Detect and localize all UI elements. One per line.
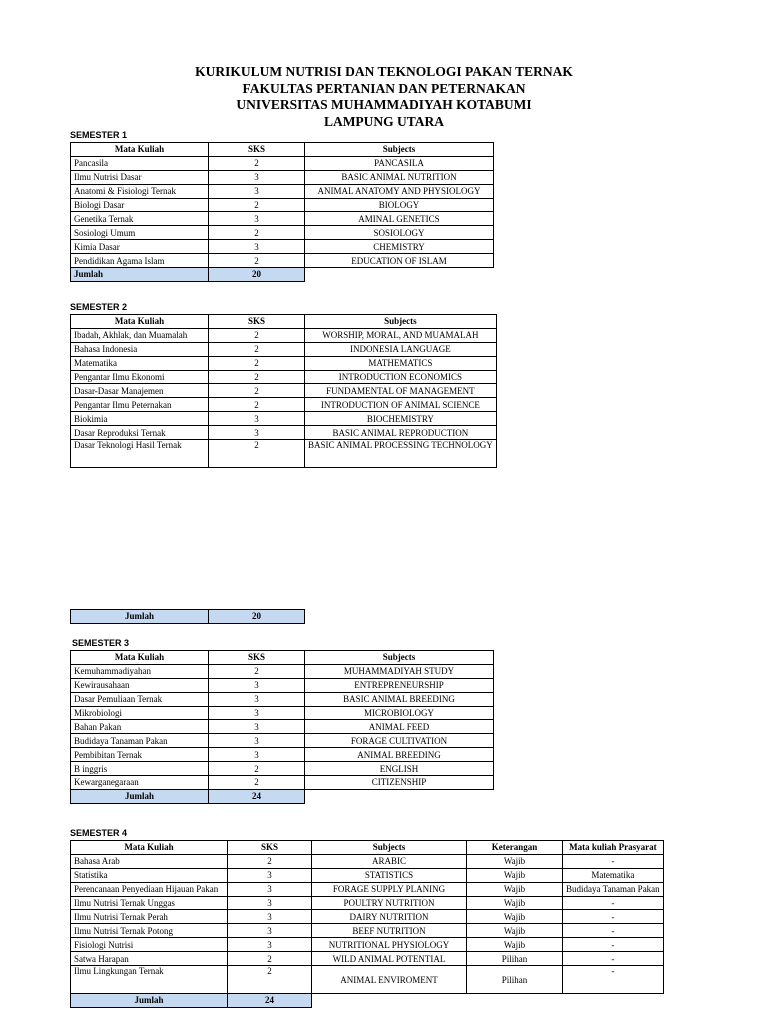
table-row	[71, 412, 497, 426]
header-sks: SKS	[228, 841, 312, 855]
mata-kuliah-cell: B inggris	[71, 762, 209, 776]
subjects-cell: BIOLOGY	[305, 198, 494, 212]
table-row	[71, 692, 494, 706]
sks-cell: 3	[209, 678, 305, 692]
table-body	[71, 664, 494, 789]
table-header-row	[71, 841, 664, 855]
header-sks: SKS	[209, 651, 305, 665]
total-sks: 20	[209, 268, 305, 282]
mata-kuliah-cell: Satwa Harapan	[71, 952, 228, 966]
prasyarat-cell: -	[563, 966, 664, 994]
mata-kuliah-cell: Mikrobiologi	[71, 706, 209, 720]
table-row	[71, 170, 494, 184]
keterangan-cell: Wajib	[467, 910, 563, 924]
sks-cell: 2	[209, 762, 305, 776]
semester-2-label: SEMESTER 2	[70, 302, 128, 312]
sks-cell: 2	[209, 226, 305, 240]
total-sks: 20	[209, 610, 305, 624]
mata-kuliah-cell: Fisiologi Nutrisi	[71, 938, 228, 952]
sks-cell: 3	[209, 426, 305, 440]
keterangan-cell: Pilihan	[467, 966, 563, 994]
title-line-1: KURIKULUM NUTRISI DAN TEKNOLOGI PAKAN TERNAK	[195, 64, 573, 79]
mata-kuliah-cell: Dasar Pemuliaan Ternak	[71, 692, 209, 706]
prasyarat-cell: -	[563, 910, 664, 924]
subjects-cell: ENGLISH	[305, 762, 494, 776]
sks-cell: 2	[209, 356, 305, 370]
table-body	[71, 854, 664, 965]
table-row	[71, 910, 664, 924]
sks-cell: 3	[228, 882, 312, 896]
total-label: Jumlah	[71, 268, 209, 282]
table-row	[71, 706, 494, 720]
total-label: Jumlah	[71, 789, 209, 803]
table-row	[71, 720, 494, 734]
document-title	[0, 64, 768, 130]
table-row	[71, 198, 494, 212]
sks-cell: 2	[209, 664, 305, 678]
table-row	[71, 440, 497, 468]
subjects-cell: ANIMAL FEED	[305, 720, 494, 734]
subjects-cell: MUHAMMADIYAH STUDY	[305, 664, 494, 678]
subjects-cell: WILD ANIMAL POTENTIAL	[312, 952, 467, 966]
mata-kuliah-cell: Ilmu Lingkungan Ternak	[71, 966, 228, 994]
total-sks: 24	[228, 994, 312, 1008]
mata-kuliah-cell: Kimia Dasar	[71, 240, 209, 254]
header-keterangan: Keterangan	[467, 841, 563, 855]
subjects-cell: CHEMISTRY	[305, 240, 494, 254]
sks-cell: 3	[209, 212, 305, 226]
sks-cell: 3	[209, 734, 305, 748]
sks-cell: 3	[209, 240, 305, 254]
sks-cell: 2	[209, 398, 305, 412]
sks-cell: 2	[209, 342, 305, 356]
subjects-cell: BEEF NUTRITION	[312, 924, 467, 938]
table-body	[71, 328, 497, 439]
table-header-row	[71, 315, 497, 329]
sks-cell: 3	[209, 748, 305, 762]
total-row	[71, 789, 494, 803]
total-label: Jumlah	[71, 610, 209, 624]
sks-cell: 3	[209, 720, 305, 734]
mata-kuliah-cell: Biologi Dasar	[71, 198, 209, 212]
mata-kuliah-cell: Kemuhammadiyahan	[71, 664, 209, 678]
subjects-cell: ANIMAL ANATOMY AND PHYSIOLOGY	[305, 184, 494, 198]
table-row	[71, 212, 494, 226]
mata-kuliah-cell: Dasar Teknologi Hasil Ternak	[71, 440, 209, 468]
subjects-cell: INTRODUCTION ECONOMICS	[305, 370, 497, 384]
sks-cell: 2	[228, 952, 312, 966]
keterangan-cell: Wajib	[467, 854, 563, 868]
semester-2-table	[70, 314, 497, 468]
subjects-cell: ANIMAL ENVIROMENT	[312, 966, 467, 994]
subjects-cell: BIOCHEMISTRY	[305, 412, 497, 426]
keterangan-cell: Wajib	[467, 868, 563, 882]
table-row	[71, 938, 664, 952]
mata-kuliah-cell: Ibadah, Akhlak, dan Muamalah	[71, 328, 209, 342]
mata-kuliah-cell: Matematika	[71, 356, 209, 370]
total-label: Jumlah	[71, 994, 228, 1008]
header-subjects: Subjects	[312, 841, 467, 855]
sks-cell: 3	[228, 868, 312, 882]
prasyarat-cell: Matematika	[563, 868, 664, 882]
sks-cell: 2	[228, 966, 312, 994]
mata-kuliah-cell: Sosiologi Umum	[71, 226, 209, 240]
header-sks: SKS	[209, 315, 305, 329]
mata-kuliah-cell: Ilmu Nutrisi Ternak Perah	[71, 910, 228, 924]
subjects-cell: EDUCATION OF ISLAM	[305, 254, 494, 268]
prasyarat-cell: -	[563, 896, 664, 910]
prasyarat-cell: -	[563, 924, 664, 938]
mata-kuliah-cell: Pancasila	[71, 156, 209, 170]
table-row	[71, 896, 664, 910]
mata-kuliah-cell: Ilmu Nutrisi Ternak Unggas	[71, 896, 228, 910]
sks-cell: 2	[228, 854, 312, 868]
mata-kuliah-cell: Pengantar Ilmu Ekonomi	[71, 370, 209, 384]
subjects-cell: BASIC ANIMAL REPRODUCTION	[305, 426, 497, 440]
mata-kuliah-cell: Dasar Reproduksi Ternak	[71, 426, 209, 440]
table-row	[71, 734, 494, 748]
subjects-cell: FUNDAMENTAL OF MANAGEMENT	[305, 384, 497, 398]
header-mata-kuliah: Mata Kuliah	[71, 315, 209, 329]
table-header-row	[71, 651, 494, 665]
sks-cell: 2	[209, 440, 305, 468]
sks-cell: 2	[209, 384, 305, 398]
subjects-cell: ANIMAL BREEDING	[305, 748, 494, 762]
sks-cell: 2	[209, 370, 305, 384]
header-subjects: Subjects	[305, 143, 494, 157]
table-row	[71, 678, 494, 692]
semester-4-table	[70, 840, 664, 1008]
subjects-cell: MATHEMATICS	[305, 356, 497, 370]
subjects-cell: BASIC ANIMAL NUTRITION	[305, 170, 494, 184]
table-row	[71, 776, 494, 790]
sks-cell: 2	[209, 328, 305, 342]
keterangan-cell: Wajib	[467, 882, 563, 896]
sks-cell: 3	[228, 896, 312, 910]
mata-kuliah-cell: Perencanaan Penyediaan Hijauan Pakan	[71, 882, 228, 896]
subjects-cell: MICROBIOLOGY	[305, 706, 494, 720]
subjects-cell: NUTRITIONAL PHYSIOLOGY	[312, 938, 467, 952]
subjects-cell: SOSIOLOGY	[305, 226, 494, 240]
header-subjects: Subjects	[305, 651, 494, 665]
mata-kuliah-cell: Kewarganegaraan	[71, 776, 209, 790]
subjects-cell: CITIZENSHIP	[305, 776, 494, 790]
subjects-cell: PANCASILA	[305, 156, 494, 170]
semester-4-label: SEMESTER 4	[70, 828, 128, 838]
title-line-3: UNIVERSITAS MUHAMMADIYAH KOTABUMI	[236, 97, 532, 112]
mata-kuliah-cell: Ilmu Nutrisi Ternak Potong	[71, 924, 228, 938]
sks-cell: 3	[209, 170, 305, 184]
total-row	[71, 994, 664, 1008]
table-row	[71, 952, 664, 966]
keterangan-cell: Wajib	[467, 924, 563, 938]
title-line-2: FAKULTAS PERTANIAN DAN PETERNAKAN	[242, 80, 526, 96]
header-mata-kuliah: Mata Kuliah	[71, 143, 209, 157]
mata-kuliah-cell: Kewirausahaan	[71, 678, 209, 692]
subjects-cell: AMINAL GENETICS	[305, 212, 494, 226]
mata-kuliah-cell: Statistika	[71, 868, 228, 882]
subjects-cell: ENTREPRENEURSHIP	[305, 678, 494, 692]
table-row	[71, 384, 497, 398]
title-line-4: LAMPUNG UTARA	[323, 113, 445, 129]
mata-kuliah-cell: Bahasa Arab	[71, 854, 228, 868]
subjects-cell: BASIC ANIMAL BREEDING	[305, 692, 494, 706]
sks-cell: 3	[228, 938, 312, 952]
mata-kuliah-cell: Dasar-Dasar Manajemen	[71, 384, 209, 398]
sks-cell: 3	[209, 692, 305, 706]
mata-kuliah-cell: Pendidikan Agama Islam	[71, 254, 209, 268]
table-row	[71, 924, 664, 938]
subjects-cell: POULTRY NUTRITION	[312, 896, 467, 910]
mata-kuliah-cell: Genetika Ternak	[71, 212, 209, 226]
subjects-cell: FORAGE CULTIVATION	[305, 734, 494, 748]
prasyarat-cell: -	[563, 938, 664, 952]
sks-cell: 3	[209, 412, 305, 426]
keterangan-cell: Wajib	[467, 896, 563, 910]
header-mata-kuliah: Mata Kuliah	[71, 651, 209, 665]
header-prasyarat: Mata kuliah Prasyarat	[563, 841, 664, 855]
table-row	[71, 156, 494, 170]
table-row	[71, 854, 664, 868]
total-sks: 24	[209, 789, 305, 803]
prasyarat-cell: -	[563, 854, 664, 868]
semester-1-label: SEMESTER 1	[70, 130, 128, 140]
table-row	[71, 868, 664, 882]
sks-cell: 3	[228, 910, 312, 924]
subjects-cell: STATISTICS	[312, 868, 467, 882]
sks-cell: 2	[209, 198, 305, 212]
mata-kuliah-cell: Biokimia	[71, 412, 209, 426]
sks-cell: 2	[209, 254, 305, 268]
table-row	[71, 240, 494, 254]
mata-kuliah-cell: Pembibitan Ternak	[71, 748, 209, 762]
sks-cell: 2	[209, 156, 305, 170]
sks-cell: 3	[228, 924, 312, 938]
subjects-cell: BASIC ANIMAL PROCESSING TECHNOLOGY	[305, 440, 497, 468]
table-header-row	[71, 143, 494, 157]
table-row	[71, 664, 494, 678]
table-row	[71, 226, 494, 240]
total-row	[71, 268, 494, 282]
subjects-cell: FORAGE SUPPLY PLANING	[312, 882, 467, 896]
subjects-cell: INDONESIA LANGUAGE	[305, 342, 497, 356]
mata-kuliah-cell: Ilmu Nutrisi Dasar	[71, 170, 209, 184]
table-row	[71, 882, 664, 896]
subjects-cell: INTRODUCTION OF ANIMAL SCIENCE	[305, 398, 497, 412]
mata-kuliah-cell: Bahasa Indonesia	[71, 342, 209, 356]
subjects-cell: DAIRY NUTRITION	[312, 910, 467, 924]
table-row	[71, 748, 494, 762]
header-subjects: Subjects	[305, 315, 497, 329]
table-row	[71, 328, 497, 342]
keterangan-cell: Pilihan	[467, 952, 563, 966]
semester-1-table	[70, 142, 494, 282]
subjects-cell: ARABIC	[312, 854, 467, 868]
table-row	[71, 762, 494, 776]
sks-cell: 2	[209, 776, 305, 790]
mata-kuliah-cell: Anatomi & Fisiologi Ternak	[71, 184, 209, 198]
table-row	[71, 966, 664, 994]
table-row	[71, 426, 497, 440]
sks-cell: 3	[209, 184, 305, 198]
table-row	[71, 370, 497, 384]
semester-2-total-table	[70, 609, 305, 624]
sks-cell: 3	[209, 706, 305, 720]
table-body	[71, 156, 494, 267]
prasyarat-cell: -	[563, 952, 664, 966]
keterangan-cell: Wajib	[467, 938, 563, 952]
mata-kuliah-cell: Pengantar Ilmu Peternakan	[71, 398, 209, 412]
header-mata-kuliah: Mata Kuliah	[71, 841, 228, 855]
prasyarat-cell: Budidaya Tanaman Pakan	[563, 882, 664, 896]
table-row	[71, 184, 494, 198]
total-row	[71, 610, 305, 624]
table-row	[71, 342, 497, 356]
mata-kuliah-cell: Bahan Pakan	[71, 720, 209, 734]
table-row	[71, 398, 497, 412]
table-row	[71, 356, 497, 370]
semester-3-table	[70, 650, 494, 804]
subjects-cell: WORSHIP, MORAL, AND MUAMALAH	[305, 328, 497, 342]
header-sks: SKS	[209, 143, 305, 157]
table-row	[71, 254, 494, 268]
mata-kuliah-cell: Budidaya Tanaman Pakan	[71, 734, 209, 748]
semester-3-label: SEMESTER 3	[72, 638, 130, 648]
